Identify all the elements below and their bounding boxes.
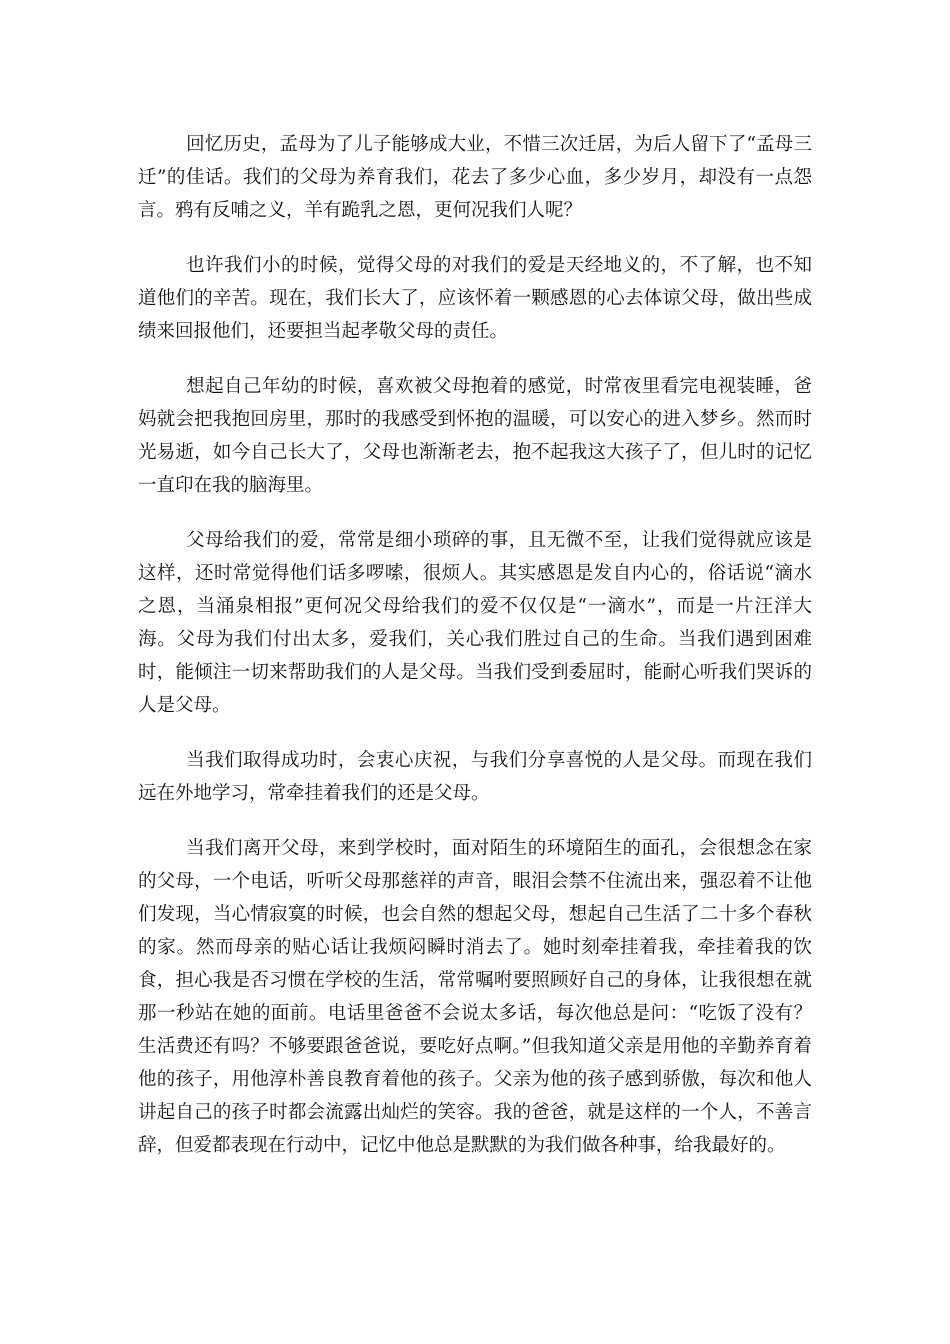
document-page — [138, 128, 812, 1184]
paragraph-success-sharing: 当我们取得成功时，会衷心庆祝，与我们分享喜悦的人是父母。而现在我们远在外地学习，常牵挂着我们的还是父母。 — [138, 750, 812, 804]
paragraph-leaving-home: 当我们离开父母，来到学校时，面对陌生的环境陌生的面孔，会很想念在家的父母，一个电话，听听父母那慈祥的声音，眼泪会禁不住流出来，强忍着不让他们发现，当心情寂寞的时候，也会自然的想起父母，想起自己生活了二十多个春秋的家。然而母亲的贴心话让我烦闷瞬时消去了。她时刻牵挂着我，牵挂着我的饮食，担心我是否习惯在学校的生活，常常嘱咐要照顾好自己的身体，让我很想在就那一秒站在她的面前。电话里爸爸不会说太多话，每次他总是问：“吃饭了没有？生活费还有吗？不够要跟爸爸说，要吃好点啊。”但我知道父亲是用他的辛勤养育着他的孩子，用他淳朴善良教育着他的孩子。父亲为他的孩子感到骄傲，每次和他人讲起自己的孩子时都会流露出灿烂的笑容。我的爸爸，就是这样的一个人，不善言辞，但爱都表现在行动中，记忆中他总是默默的为我们做各种事，给我最好的。 — [138, 838, 812, 1156]
paragraph-childhood-understanding: 也许我们小的时候，觉得父母的对我们的爱是天经地义的，不了解，也不知道他们的辛苦。现在，我们长大了，应该怀着一颗感恩的心去体谅父母，做出些成绩来回报他们，还要担当起孝敬父母的责任。 — [138, 255, 812, 342]
paragraph-parents-love: 父母给我们的爱，常常是细小琐碎的事，且无微不至，让我们觉得就应该是这样，还时常觉得他们话多啰嗦，很烦人。其实感恩是发自内心的，俗话说“滴水之恩，当涌泉相报”更何况父母给我们的爱不仅仅是“一滴水”，而是一片汪洋大海。父母为我们付出太多，爱我们，关心我们胜过自己的生命。当我们遇到困难时，能倾注一切来帮助我们的人是父母。当我们受到委屈时，能耐心听我们哭诉的人是父母。 — [138, 530, 812, 716]
paragraph-mencius-mother: 回忆历史，孟母为了儿子能够成大业，不惜三次迁居，为后人留下了“孟母三迁”的佳话。我们的父母为养育我们，花去了多少心血，多少岁月，却没有一点怨言。鸦有反哺之义，羊有跪乳之恩，更何况我们人呢？ — [138, 134, 812, 221]
paragraph-childhood-memory: 想起自己年幼的时候，喜欢被父母抱着的感觉，时常夜里看完电视装睡，爸妈就会把我抱回房里，那时的我感受到怀抱的温暖，可以安心的进入梦乡。然而时光易逝，如今自己长大了，父母也渐渐老去，抱不起我这大孩子了，但儿时的记忆一直印在我的脑海里。 — [138, 376, 812, 496]
